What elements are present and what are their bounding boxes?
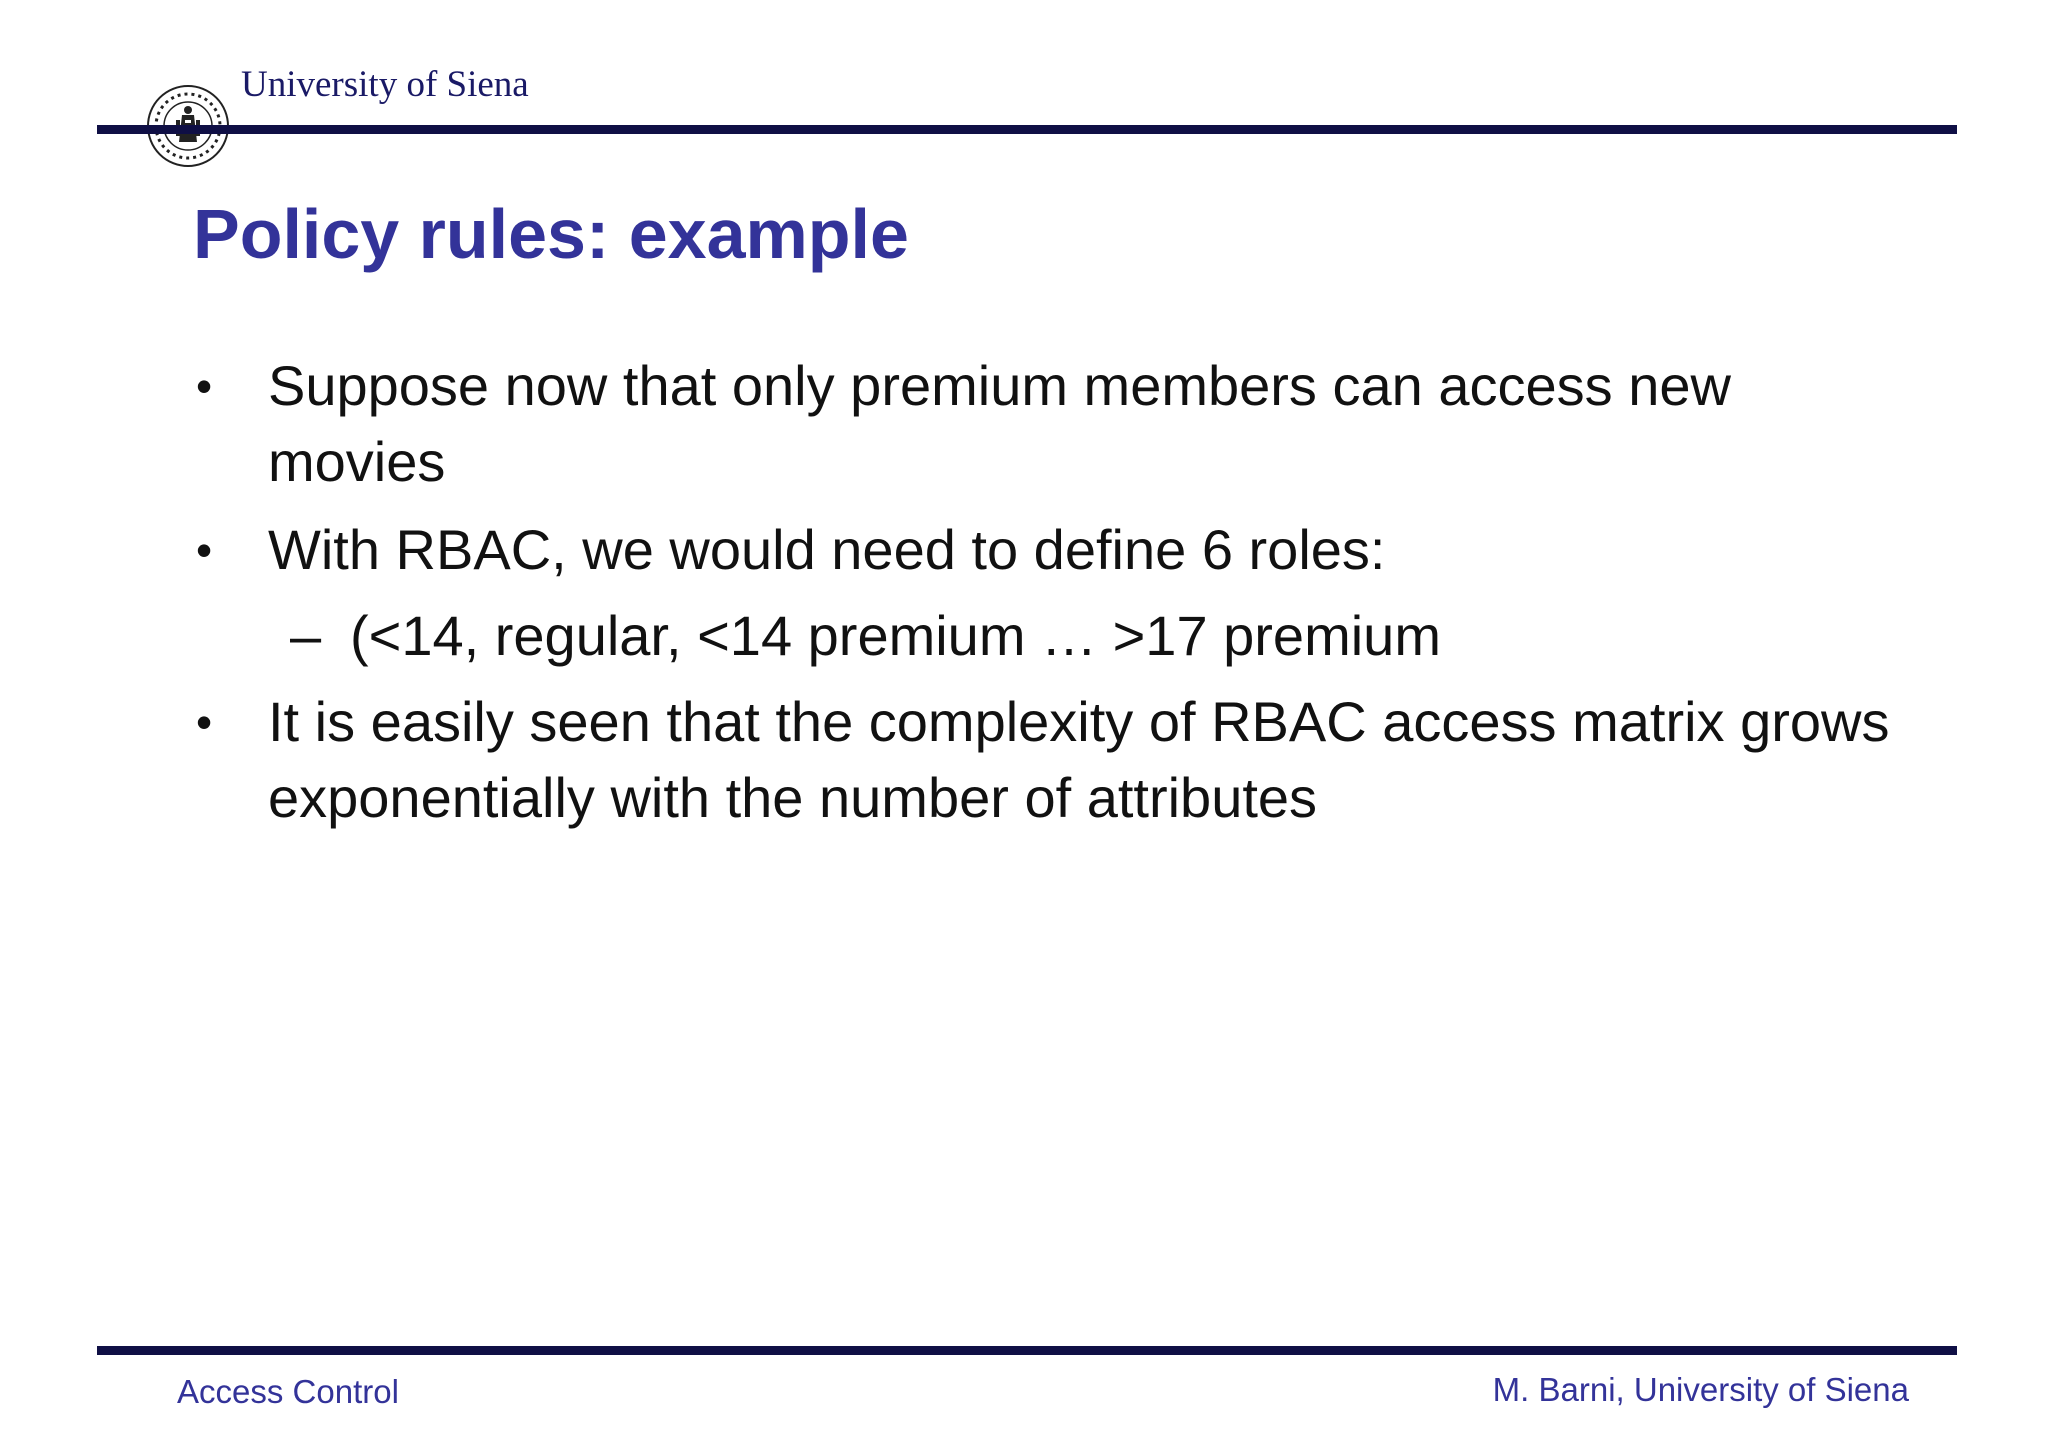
footer-author: M. Barni, University of Siena	[1492, 1371, 1909, 1408]
bullet-mark: •	[196, 696, 213, 748]
footer-course: Access Control	[177, 1373, 399, 1410]
slide-title: Policy rules: example	[193, 195, 909, 273]
bullet-list	[190, 348, 1910, 848]
sub-bullet-item	[190, 598, 1910, 674]
bullet-mark: •	[196, 360, 213, 412]
bullet-item	[190, 348, 1910, 500]
bullet-item	[190, 684, 1910, 836]
sub-bullet-text: (<14, regular, <14 premium … >17 premium	[350, 604, 1441, 667]
footer-rule	[97, 1346, 1957, 1355]
dash-mark: –	[290, 604, 322, 667]
bullet-text: With RBAC, we would need to define 6 roles:	[268, 518, 1386, 581]
header-rule	[97, 125, 1957, 134]
bullet-item	[190, 512, 1910, 588]
bullet-mark: •	[196, 524, 213, 576]
university-name: University of Siena	[241, 64, 529, 105]
bullet-text: Suppose now that only premium members can access new movies	[268, 354, 1731, 493]
bullet-text: It is easily seen that the complexity of RBAC access matrix grows exponentially with the number of attributes	[268, 690, 1890, 829]
